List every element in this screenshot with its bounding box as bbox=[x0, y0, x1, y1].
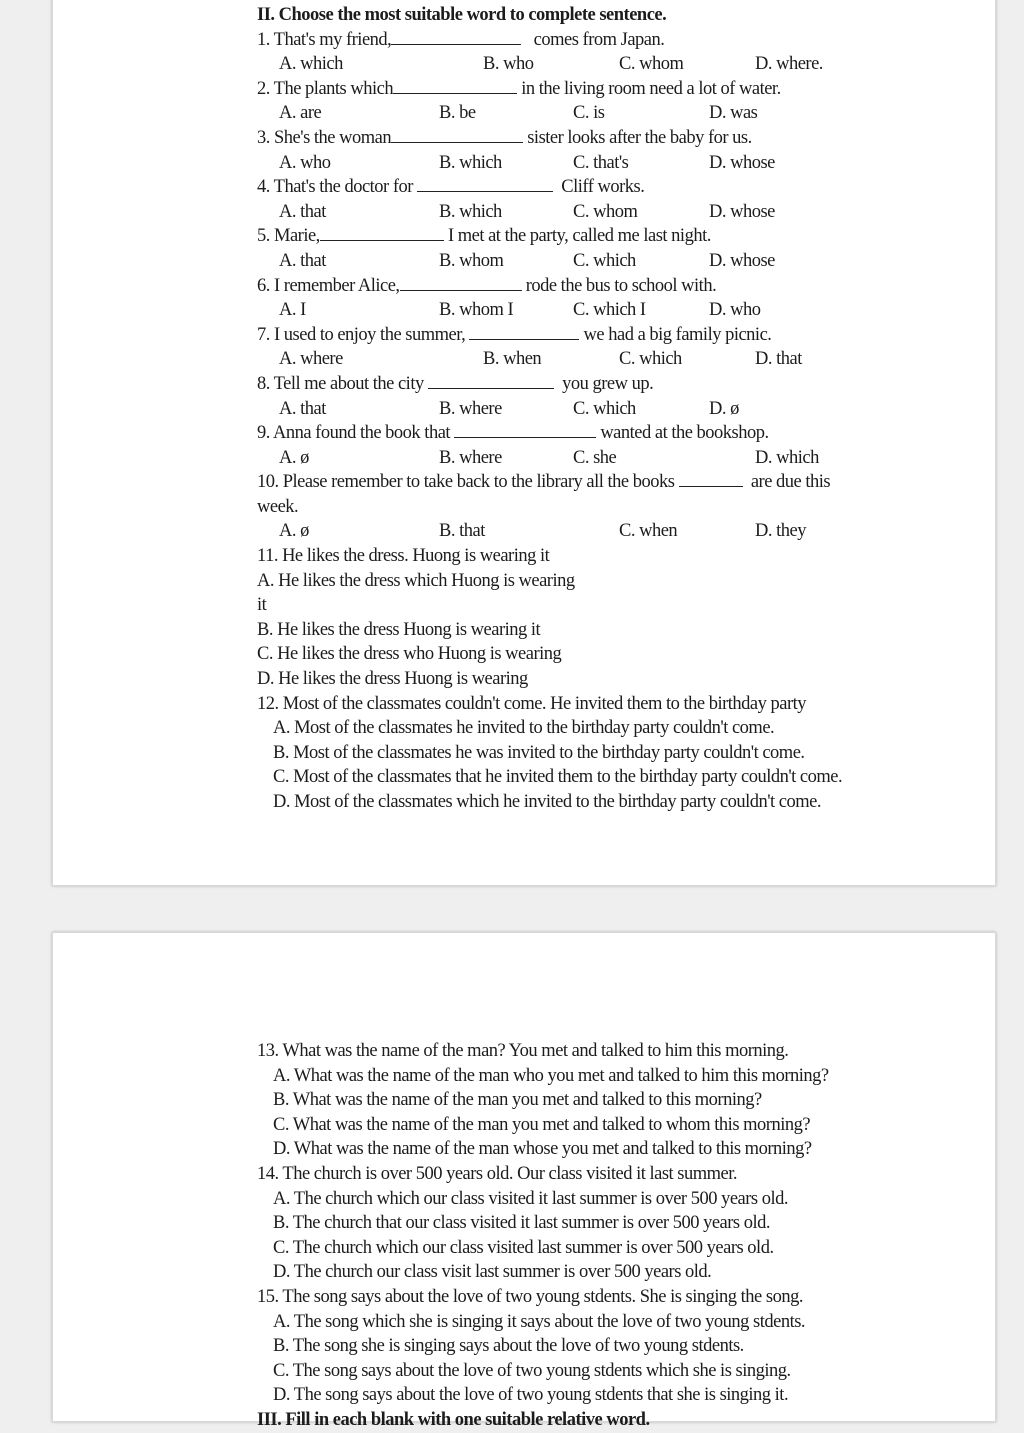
options-row bbox=[257, 249, 917, 274]
option-a: A. ø bbox=[279, 521, 309, 542]
document-page-1 bbox=[52, 0, 996, 886]
question-5 bbox=[257, 224, 917, 249]
question-1 bbox=[257, 28, 917, 53]
exercise-content bbox=[257, 3, 917, 815]
option-d: D. The church our class visit last summer is over 500 years old. bbox=[273, 1262, 712, 1283]
option-c: C. which bbox=[619, 349, 682, 370]
question-3 bbox=[257, 126, 917, 151]
option-c: C. The song says about the love of two young stdents which she is singing. bbox=[273, 1360, 791, 1381]
question-9 bbox=[257, 421, 917, 446]
option-d: D. who bbox=[709, 300, 761, 321]
question-6 bbox=[257, 274, 917, 299]
options-row bbox=[257, 519, 917, 544]
question-7 bbox=[257, 323, 917, 348]
option-a: A. that bbox=[279, 398, 326, 419]
option-a: A. where bbox=[279, 349, 343, 370]
options-row bbox=[257, 397, 917, 422]
option-a: A. that bbox=[279, 250, 326, 271]
option-c: C. He likes the dress who Huong is wearing bbox=[257, 644, 562, 665]
option-d: D. whose bbox=[709, 152, 775, 173]
question-text: sister looks after the baby for us. bbox=[527, 127, 752, 148]
options-row bbox=[257, 151, 917, 176]
question-text: are due this bbox=[750, 472, 831, 493]
option-c: C. Most of the classmates that he invited them to the birthday party couldn't come. bbox=[273, 767, 843, 788]
question-text: 2. The plants which bbox=[257, 78, 394, 99]
question-text: 3. She's the woman bbox=[257, 127, 392, 148]
question-text: 9. Anna found the book that bbox=[257, 423, 451, 444]
option-b: B. The church that our class visited it last summer is over 500 years old. bbox=[273, 1213, 770, 1234]
answer-blank bbox=[320, 224, 444, 241]
option-a: A. What was the name of the man who you met and talked to him this morning? bbox=[273, 1065, 829, 1086]
question-text: comes from Japan. bbox=[533, 29, 665, 50]
question-12: 12. Most of the classmates couldn't come. He invited them to the birthday party bbox=[257, 693, 807, 714]
option-b: B. when bbox=[483, 349, 542, 370]
question-2 bbox=[257, 77, 917, 102]
option-c: C. is bbox=[573, 103, 605, 124]
option-b: B. where bbox=[439, 447, 502, 468]
option-b: B. Most of the classmates he was invited to the birthday party couldn't come. bbox=[273, 742, 805, 763]
option-b: B. whom I bbox=[439, 300, 514, 321]
option-d: D. Most of the classmates which he invited to the birthday party couldn't come. bbox=[273, 792, 821, 812]
option-b: B. where bbox=[439, 398, 502, 419]
answer-blank bbox=[391, 28, 521, 45]
question-15: 15. The song says about the love of two young stdents. She is singing the song. bbox=[257, 1286, 803, 1307]
answer-blank bbox=[391, 126, 523, 143]
option-a: A. ø bbox=[279, 447, 309, 468]
question-text: I met at the party, called me last night. bbox=[447, 226, 711, 247]
question-text: you grew up. bbox=[562, 373, 654, 394]
document-page-2 bbox=[52, 932, 996, 1430]
option-a: A. The song which she is singing it says about the love of two young stdents. bbox=[273, 1311, 806, 1332]
options-row bbox=[257, 200, 917, 225]
option-a: A. that bbox=[279, 201, 326, 222]
question-4 bbox=[257, 175, 917, 200]
option-c: C. whom bbox=[573, 201, 638, 222]
exercise-content bbox=[257, 1039, 917, 1430]
option-c: C. that's bbox=[573, 152, 629, 173]
question-text: 4. That's the doctor for bbox=[257, 177, 413, 198]
option-d: D. whose bbox=[709, 250, 775, 271]
question-text: 1. That's my friend, bbox=[257, 29, 392, 50]
option-c: C. which I bbox=[573, 300, 646, 321]
option-c: C. when bbox=[619, 521, 678, 542]
question-text: Cliff works. bbox=[561, 177, 645, 198]
options-row bbox=[257, 101, 917, 126]
section-heading-partial: III. Fill in each blank with one suitable relative word. bbox=[257, 1409, 650, 1430]
option-d: D. The song says about the love of two young stdents that she is singing it. bbox=[273, 1385, 789, 1406]
option-d: D. they bbox=[755, 521, 806, 542]
option-b: B. that bbox=[439, 521, 485, 542]
option-a: A. The church which our class visited it last summer is over 500 years old. bbox=[273, 1188, 788, 1209]
question-14: 14. The church is over 500 years old. Our class visited it last summer. bbox=[257, 1163, 738, 1184]
option-a: A. who bbox=[279, 152, 331, 173]
option-d: D. What was the name of the man whose you met and talked to this morning? bbox=[273, 1139, 812, 1160]
option-a: A. which bbox=[279, 54, 343, 75]
option-c: C. she bbox=[573, 447, 617, 468]
option-b: B. He likes the dress Huong is wearing it bbox=[257, 619, 541, 640]
question-text: 8. Tell me about the city bbox=[257, 373, 424, 394]
option-a-continuation: it bbox=[257, 595, 267, 616]
options-row bbox=[257, 52, 917, 77]
option-b: B. be bbox=[439, 103, 476, 124]
question-text: 5. Marie, bbox=[257, 226, 320, 247]
option-d: D. which bbox=[755, 447, 819, 468]
answer-blank bbox=[400, 274, 522, 291]
answer-blank bbox=[428, 372, 554, 389]
option-b: B. The song she is singing says about the love of two young stdents. bbox=[273, 1336, 744, 1357]
options-row bbox=[257, 347, 917, 372]
option-b: B. which bbox=[439, 201, 502, 222]
option-d: D. was bbox=[709, 103, 758, 124]
question-text: in the living room need a lot of water. bbox=[521, 78, 781, 99]
option-c: C. which bbox=[573, 250, 636, 271]
option-d: D. ø bbox=[709, 398, 739, 419]
option-c: C. which bbox=[573, 398, 636, 419]
option-d: D. He likes the dress Huong is wearing bbox=[257, 669, 528, 690]
question-text: 6. I remember Alice, bbox=[257, 275, 400, 296]
question-text: 7. I used to enjoy the summer, bbox=[257, 324, 466, 345]
question-8 bbox=[257, 372, 917, 397]
section-heading: II. Choose the most suitable word to complete sentence. bbox=[257, 5, 667, 25]
option-a: A. He likes the dress which Huong is wearing bbox=[257, 570, 575, 591]
question-text: 10. Please remember to take back to the library all the books bbox=[257, 472, 675, 493]
options-row bbox=[257, 298, 917, 323]
option-b: B. which bbox=[439, 152, 502, 173]
option-b: B. whom bbox=[439, 250, 504, 271]
question-text: wanted at the bookshop. bbox=[600, 423, 769, 444]
options-row bbox=[257, 446, 917, 471]
option-d: D. whose bbox=[709, 201, 775, 222]
option-c: C. whom bbox=[619, 54, 684, 75]
question-13: 13. What was the name of the man? You met and talked to him this morning. bbox=[257, 1041, 789, 1061]
question-text: we had a big family picnic. bbox=[583, 324, 772, 345]
option-a: A. I bbox=[279, 300, 306, 321]
option-a: A. Most of the classmates he invited to the birthday party couldn't come. bbox=[273, 718, 775, 739]
question-10-continuation: week. bbox=[257, 496, 299, 517]
option-d: D. that bbox=[755, 349, 802, 370]
answer-blank bbox=[679, 470, 743, 487]
answer-blank bbox=[417, 175, 553, 192]
option-c: C. The church which our class visited last summer is over 500 years old. bbox=[273, 1237, 774, 1258]
answer-blank bbox=[454, 421, 596, 438]
answer-blank bbox=[393, 77, 517, 94]
question-10 bbox=[257, 470, 917, 495]
option-d: D. where. bbox=[755, 54, 823, 75]
question-11: 11. He likes the dress. Huong is wearing it bbox=[257, 546, 550, 567]
answer-blank bbox=[469, 323, 579, 340]
option-a: A. are bbox=[279, 103, 322, 124]
question-text: rode the bus to school with. bbox=[525, 275, 717, 296]
option-b: B. who bbox=[483, 54, 534, 75]
option-c: C. What was the name of the man you met and talked to whom this morning? bbox=[273, 1114, 811, 1135]
option-b: B. What was the name of the man you met and talked to this morning? bbox=[273, 1090, 762, 1111]
